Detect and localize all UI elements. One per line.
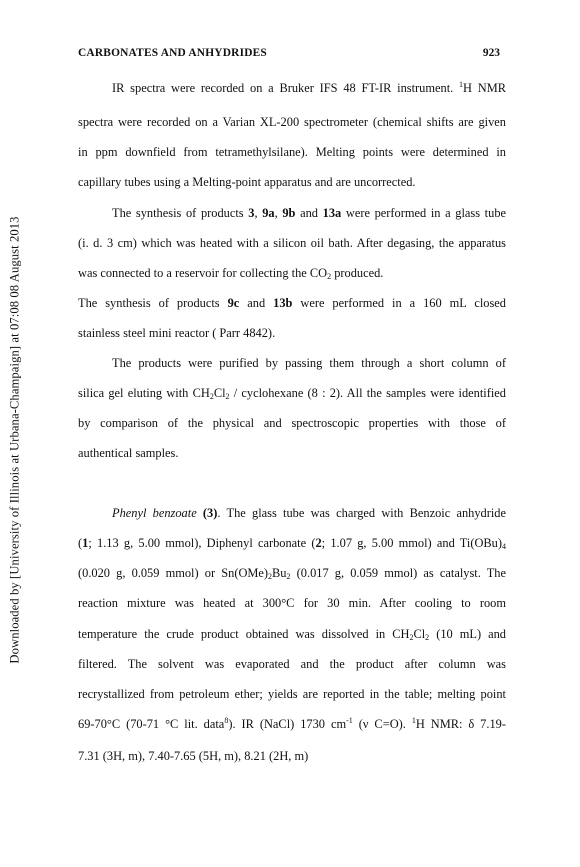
text-run: and — [239, 296, 274, 310]
text-run: were performed in a glass tube — [341, 206, 507, 220]
paragraph-line — [112, 80, 506, 96]
paragraph-line: in ppm downfield from tetramethylsilane). Melting points were determined in — [78, 145, 506, 159]
text-run: H NMR: δ 7.19- — [415, 717, 506, 731]
paragraph-line: filtered. The solvent was evaporated and the product after column was — [78, 657, 506, 671]
paragraph-line: The products were purified by passing them through a short column of — [112, 356, 506, 370]
text-run: ; 1.13 g, 5.00 mmol), Diphenyl carbonate ( — [88, 536, 316, 550]
subscript: 2 — [268, 572, 273, 581]
text-run: produced. — [331, 266, 384, 280]
paragraph-line — [78, 565, 506, 581]
paragraph-line: by comparison of the physical and spectroscopic properties with those of — [78, 416, 506, 430]
paragraph-line: authentical samples. — [78, 446, 179, 460]
superscript: 1 — [459, 80, 464, 89]
text-run: (ν C=O). — [352, 717, 412, 731]
compound-number: 9c — [227, 296, 240, 310]
text-run: The synthesis of products — [78, 296, 228, 310]
download-notice: Downloaded by [University of Illinois at Urbana-Champaign] at 07:08 08 August 2013 — [7, 216, 22, 664]
paragraph-line — [78, 385, 506, 401]
paragraph-line — [78, 716, 506, 732]
subscript: 2 — [409, 633, 414, 642]
text-run: temperature the crude product obtained was dissolved in CH — [78, 627, 410, 641]
text-run: and — [295, 206, 323, 220]
text-run: , — [254, 206, 263, 220]
subscript: 2 — [225, 392, 230, 401]
text-run: The synthesis of products — [112, 206, 249, 220]
superscript: 1 — [411, 716, 416, 725]
text-run: , — [274, 206, 283, 220]
download-watermark-sidebar — [0, 0, 30, 867]
page-number: 923 — [482, 47, 500, 59]
paragraph-line: 7.31 (3H, m), 7.40-7.65 (5H, m), 8.21 (2H, m) — [78, 749, 309, 763]
compound-number: 13a — [322, 206, 342, 220]
paragraph-line — [112, 205, 506, 221]
paragraph-line — [78, 265, 506, 281]
compound-number: (3) — [196, 506, 218, 520]
paragraph-line — [78, 535, 506, 551]
text-run: Cl — [413, 627, 426, 641]
paragraph-line: stainless steel mini reactor ( Parr 4842). — [78, 326, 276, 340]
subscript: 2 — [286, 572, 291, 581]
text-run: was connected to a reservoir for collecting the CO — [78, 266, 328, 280]
paragraph-line: recrystallized from petroleum ether; yields are reported in the table; melting point — [78, 687, 506, 701]
text-run: IR spectra were recorded on a Bruker IFS 48 FT-IR instrument. — [112, 81, 454, 95]
superscript: -1 — [346, 716, 353, 725]
compound-number: 3 — [248, 206, 255, 220]
compound-number: 9a — [262, 206, 275, 220]
text-run: / cyclohexane (8 : 2). All the samples were identified — [229, 386, 506, 400]
text-run: ). IR (NaCl) 1730 cm — [228, 717, 347, 731]
compound-number: 13b — [273, 296, 293, 310]
text-run: ; 1.07 g, 5.00 mmol) and Ti(OBu) — [321, 536, 502, 550]
text-run: (0.017 g, 0.059 mmol) as catalyst. The — [290, 566, 507, 580]
paragraph-line: capillary tubes using a Melting-point apparatus and are uncorrected. — [78, 175, 416, 189]
subscript: 4 — [502, 542, 506, 551]
text-run: ( — [78, 536, 83, 550]
running-head-title: CARBONATES AND ANHYDRIDES — [78, 47, 267, 59]
compound-number: 1 — [82, 536, 89, 550]
subscript: 2 — [327, 272, 332, 281]
compound-name: Phenyl benzoate — [112, 506, 197, 520]
text-run: Bu — [272, 566, 287, 580]
text-run: silica gel eluting with CH — [78, 386, 210, 400]
paragraph-line — [112, 505, 506, 521]
compound-number: 2 — [315, 536, 322, 550]
text-run: (10 mL) and — [429, 627, 506, 641]
text-run: 69-70°C (70-71 °C lit. data — [78, 717, 225, 731]
running-head — [78, 47, 504, 63]
text-run: Cl — [213, 386, 226, 400]
subscript: 2 — [209, 392, 214, 401]
text-run: were performed in a 160 mL closed — [292, 296, 507, 310]
paragraph-line — [78, 626, 506, 642]
paragraph-line — [78, 295, 506, 311]
text-run: H NMR — [463, 81, 506, 95]
paragraph-line: reaction mixture was heated at 300°C for 30 min. After cooling to room — [78, 596, 506, 610]
compound-number: 9b — [282, 206, 296, 220]
subscript: 2 — [425, 633, 430, 642]
text-run: (0.020 g, 0.059 mmol) or Sn(OMe) — [78, 566, 269, 580]
superscript: 8 — [224, 716, 229, 725]
paragraph-line: spectra were recorded on a Varian XL-200 spectrometer (chemical shifts are given — [78, 115, 506, 129]
text-run: . The glass tube was charged with Benzoic anhydride — [217, 506, 506, 520]
paragraph-line: (i. d. 3 cm) which was heated with a silicon oil bath. After degasing, the apparatus — [78, 236, 506, 250]
